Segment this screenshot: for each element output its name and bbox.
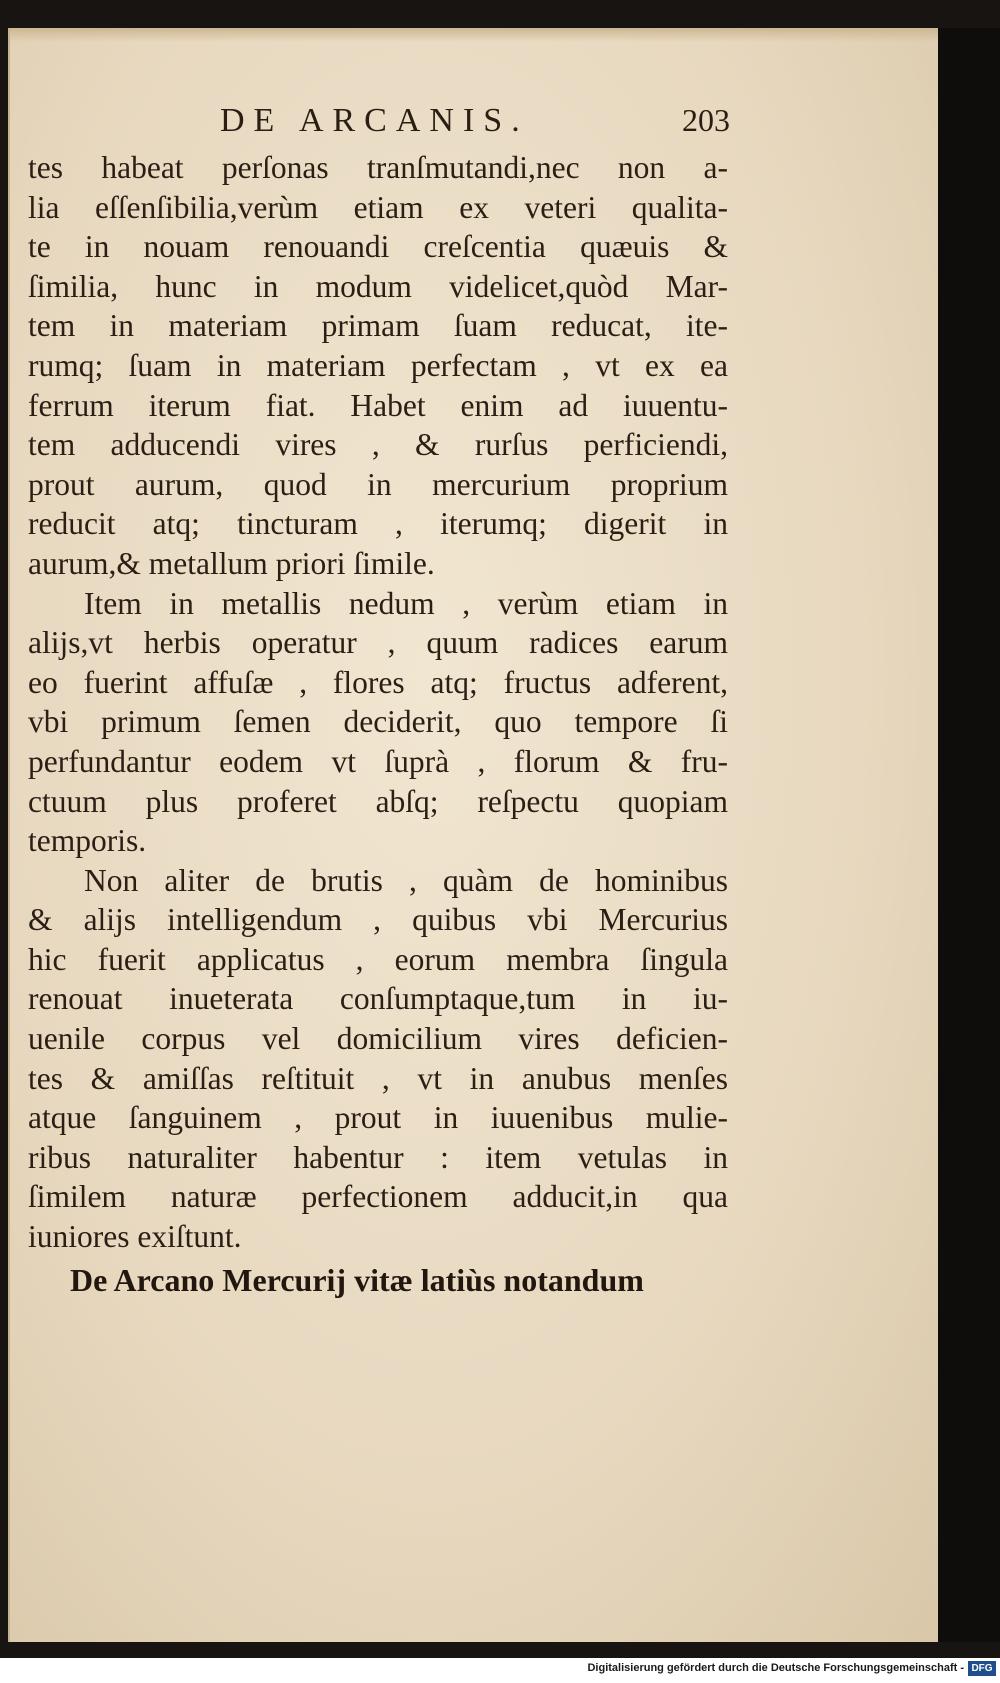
- text-line: vbi primum ſemen deciderit, quo tempore ſi: [28, 704, 728, 740]
- scan-right-edge: [938, 28, 1000, 1642]
- text-line: te in nouam renouandi creſcentia quæuis &: [28, 229, 728, 265]
- text-line: ſimilem naturæ perfectionem adducit,in qua: [28, 1179, 728, 1215]
- page-header: [220, 102, 730, 146]
- text-line: atque ſanguinem , prout in iuuenibus mulie-: [28, 1100, 728, 1136]
- text-line: reducit atq; tincturam , iterumq; digerit in: [28, 506, 728, 542]
- text-line: eo fuerint affuſæ , flores atq; fructus adferent,: [28, 664, 728, 700]
- text-line: tes & amiſſas reſtituit , vt in anubus menſes: [28, 1060, 728, 1096]
- text-line: Item in metallis nedum , verùm etiam in: [84, 585, 728, 621]
- dfg-logo: DFG: [968, 1661, 996, 1676]
- text-line: temporis.: [28, 823, 147, 859]
- text-line: renouat inueterata conſumptaque,tum in iu-: [28, 981, 728, 1017]
- text-line: ribus naturaliter habentur : item vetulas in: [28, 1139, 728, 1175]
- text-line: tes habeat perſonas tranſmutandi,nec non a-: [28, 150, 728, 185]
- text-line: prout aurum, quod in mercurium proprium: [28, 466, 728, 502]
- text-line: tem adducendi vires , & rurſus perficiendi,: [28, 427, 728, 463]
- text-line: & alijs intelligendum , quibus vbi Mercurius: [28, 902, 728, 938]
- footer-bar: [0, 1658, 1000, 1683]
- text-line: aurum,& metallum priori ſimile.: [28, 545, 435, 581]
- text-line: rumq; ſuam in materiam perfectam , vt ex ea: [28, 347, 728, 383]
- text-line: tem in materiam primam ſuam reducat, ite-: [28, 308, 728, 344]
- text-line: ctuum plus proferet abſq; reſpectu quopiam: [28, 783, 728, 819]
- catchword: De Arcano Mercurij vitæ latiùs notandum: [70, 1262, 644, 1298]
- body-text: [28, 148, 728, 1257]
- text-line: ſimilia, hunc in modum videlicet,quòd Mar-: [28, 268, 728, 304]
- funding-credit: Digitalisierung gefördert durch die Deutsche Forschungsgemeinschaft -: [587, 1662, 964, 1674]
- text-line: Non aliter de brutis , quàm de hominibus: [84, 862, 728, 898]
- page-number: 203: [682, 102, 730, 138]
- text-line: perfundantur eodem vt ſuprà , florum & fru-: [28, 743, 728, 779]
- text-line: iuniores exiſtunt.: [28, 1219, 242, 1255]
- text-line: hic fuerit applicatus , eorum membra ſingula: [28, 941, 728, 977]
- running-title: DE ARCANIS.: [220, 102, 529, 139]
- text-line: lia eſſenſibilia,verùm etiam ex veteri qualita-: [28, 189, 728, 225]
- text-line: uenile corpus vel domicilium vires deficien-: [28, 1021, 728, 1057]
- text-line: ferrum iterum fiat. Habet enim ad iuuentu-: [28, 387, 728, 423]
- page-top-edge: [10, 28, 940, 42]
- text-line: alijs,vt herbis operatur , quum radices earum: [28, 625, 728, 661]
